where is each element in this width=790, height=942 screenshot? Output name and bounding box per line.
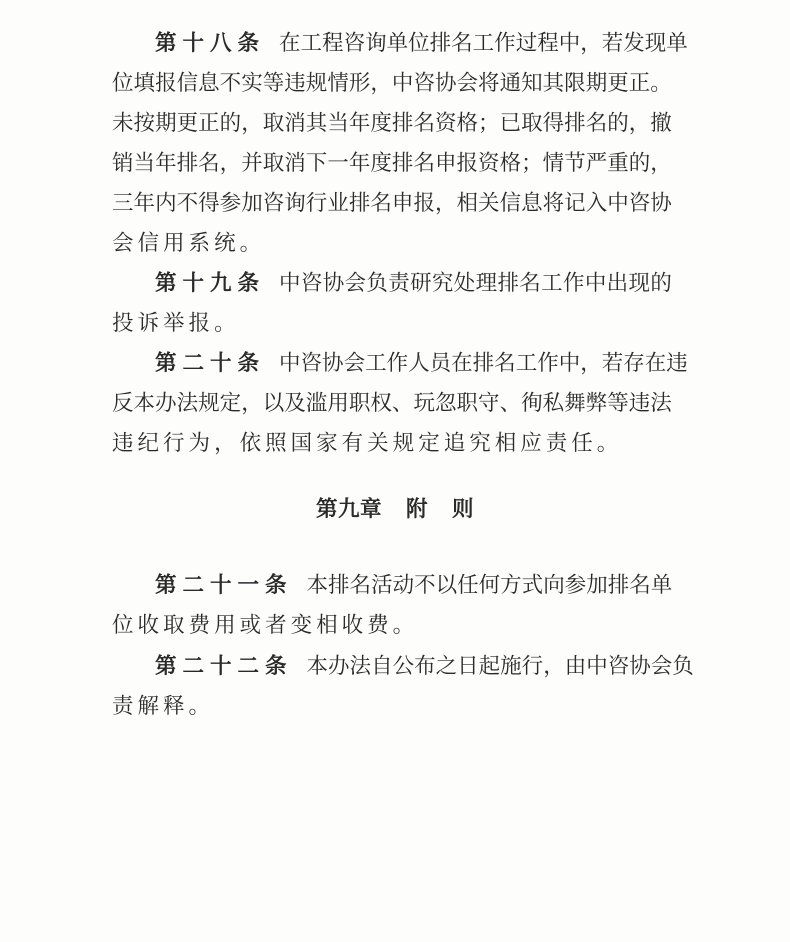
article-text: 在 工 程 咨 询 单 位 排 名 工 作 过 程 中 ， 若 发 现 单 bbox=[279, 31, 688, 56]
article-line bbox=[112, 424, 672, 464]
article-line-with-heading bbox=[155, 24, 688, 64]
article-heading: 第十九条 bbox=[155, 271, 266, 296]
article-line bbox=[112, 184, 672, 224]
article-line-with-heading bbox=[155, 264, 672, 304]
article-line bbox=[112, 687, 672, 727]
article-heading: 第二十一条 bbox=[155, 573, 293, 598]
article-line-with-heading bbox=[155, 344, 688, 384]
article-line bbox=[112, 384, 672, 424]
article-text: 违 纪 行 为 ， 依 照 国 家 有 关 规 定 追 究 相 应 责 任 。 bbox=[112, 431, 619, 456]
article-line bbox=[112, 224, 672, 264]
article-text: 三 年 内 不 得 参 加 咨 询 行 业 排 名 申 报 ， 相 关 信 息 将 记 入 中 咨 协 bbox=[112, 191, 672, 216]
article-text: 反 本 办 法 规 定 ， 以 及 滥 用 职 权 、 玩 忽 职 守 、 徇 私 舞 弊 等 违 法 bbox=[112, 391, 672, 416]
article-text: 中 咨 协 会 工 作 人 员 在 排 名 工 作 中 ， 若 存 在 违 bbox=[279, 351, 688, 376]
chapter-title: 第九章 附 则 bbox=[316, 497, 474, 522]
article-line bbox=[112, 304, 672, 344]
article-text: 会 信 用 系 统 。 bbox=[112, 231, 262, 256]
article-heading: 第二十条 bbox=[155, 351, 266, 376]
article-text: 位 收 取 费 用 或 者 变 相 收 费 。 bbox=[112, 613, 415, 638]
article-text: 责 解 释 。 bbox=[112, 694, 211, 719]
article-line bbox=[112, 104, 672, 144]
article-text: 未 按 期 更 正 的 ， 取 消 其 当 年 度 排 名 资 格 ； 已 取 得 排 名 的 ， 撤 bbox=[112, 111, 672, 136]
article-heading: 第十八条 bbox=[155, 31, 266, 56]
article-heading: 第二十二条 bbox=[155, 654, 293, 679]
article-text: 本 排 名 活 动 不 以 任 何 方 式 向 参 加 排 名 单 bbox=[306, 573, 673, 598]
article-text: 中 咨 协 会 负 责 研 究 处 理 排 名 工 作 中 出 现 的 bbox=[279, 271, 672, 296]
article-text: 位 填 报 信 息 不 实 等 违 规 情 形 ， 中 咨 协 会 将 通 知 其 限 期 更 正 。 bbox=[112, 71, 672, 96]
article-line-with-heading bbox=[155, 647, 694, 687]
article-line bbox=[112, 64, 672, 104]
article-line bbox=[112, 606, 672, 646]
article-line-with-heading bbox=[155, 566, 672, 606]
article-text: 投 诉 举 报 。 bbox=[112, 311, 236, 336]
article-line bbox=[112, 144, 672, 184]
article-text: 本 办 法 自 公 布 之 日 起 施 行 ， 由 中 咨 协 会 负 bbox=[306, 654, 694, 679]
article-text: 销 当 年 排 名 ， 并 取 消 下 一 年 度 排 名 申 报 资 格 ； 情 节 严 重 的 ， bbox=[112, 151, 672, 176]
